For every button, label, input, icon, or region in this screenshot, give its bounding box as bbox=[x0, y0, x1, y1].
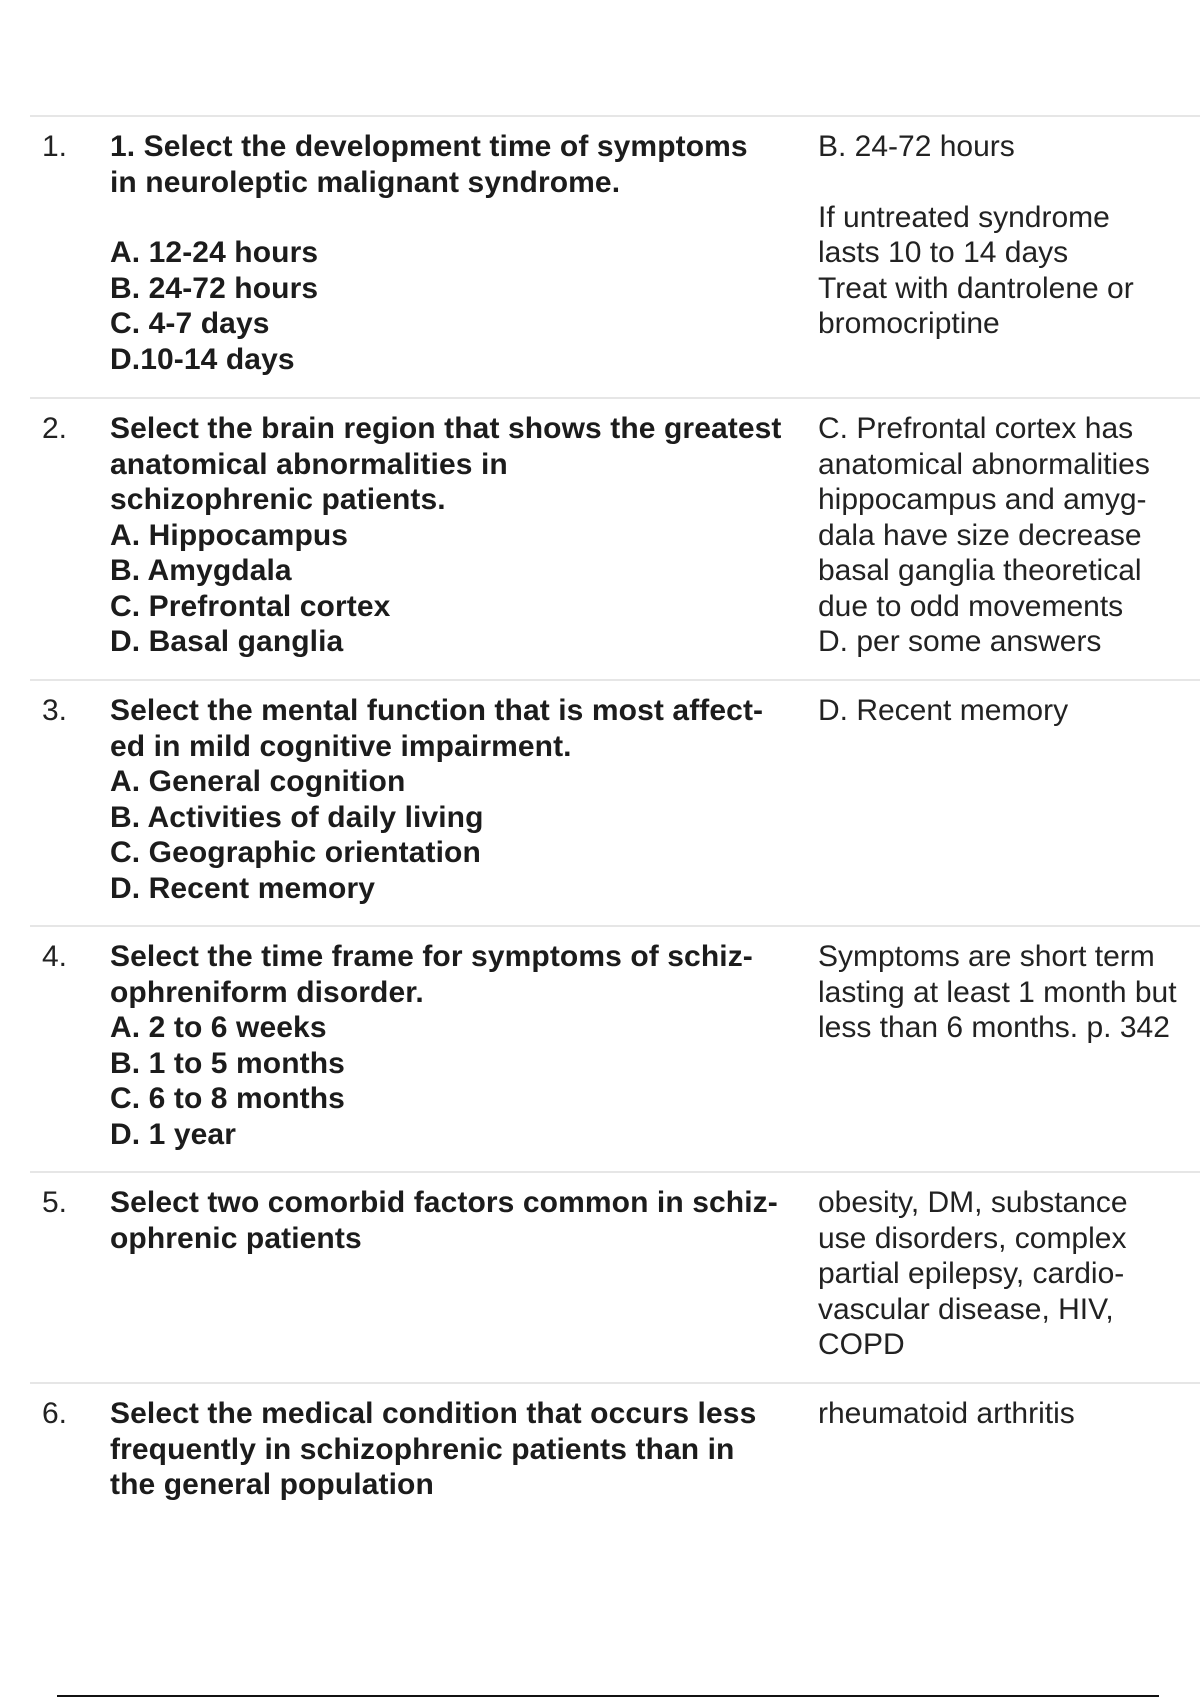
answer-line: less than 6 months. p. 342 bbox=[818, 1011, 1170, 1044]
option-a: A. 12-24 hours bbox=[110, 236, 319, 269]
card-number: 4. bbox=[42, 940, 68, 973]
card-term bbox=[110, 411, 818, 660]
question-line: Select two comorbid factors common in schiz- bbox=[110, 1186, 778, 1219]
question-line: the general population bbox=[110, 1468, 434, 1501]
flashcard-row bbox=[30, 115, 1200, 397]
flashcard-row bbox=[30, 925, 1200, 1171]
card-term bbox=[110, 1185, 818, 1256]
answer-line: vascular disease, HIV, bbox=[818, 1292, 1114, 1326]
question-line: frequently in schizophrenic patients than in bbox=[110, 1432, 735, 1466]
option-b: B. Activities of daily living bbox=[110, 800, 484, 834]
question-line: ophrenic patients bbox=[110, 1221, 362, 1255]
question-line: Select the medical condition that occurs less bbox=[110, 1397, 757, 1430]
card-number: 3. bbox=[42, 694, 68, 727]
card-definition bbox=[818, 129, 1198, 342]
note-line: bromocriptine bbox=[818, 307, 1000, 340]
card-definition bbox=[818, 1396, 1198, 1432]
answer-line: Symptoms are short term bbox=[818, 940, 1155, 973]
option-d: D. Recent memory bbox=[110, 871, 376, 905]
option-d: D.10-14 days bbox=[110, 342, 295, 376]
answer-line: B. 24-72 hours bbox=[818, 130, 1015, 163]
spacer bbox=[110, 200, 818, 235]
question-line: ed in mild cognitive impairment. bbox=[110, 729, 572, 763]
answer-line: hippocampus and amyg- bbox=[818, 483, 1147, 516]
answer-line: anatomical abnormalities bbox=[818, 447, 1150, 481]
option-a: A. Hippocampus bbox=[110, 518, 349, 552]
spacer bbox=[818, 165, 1198, 200]
question-line: Select the time frame for symptoms of schiz- bbox=[110, 940, 753, 973]
option-d: D. 1 year bbox=[110, 1117, 236, 1151]
answer-line: basal ganglia theoretical bbox=[818, 554, 1142, 587]
option-a: A. 2 to 6 weeks bbox=[110, 1011, 327, 1044]
flashcard-row bbox=[30, 397, 1200, 679]
note-line: Treat with dantrolene or bbox=[818, 271, 1134, 305]
option-b: B. Amygdala bbox=[110, 554, 292, 587]
note-line: lasts 10 to 14 days bbox=[818, 236, 1069, 269]
answer-line: use disorders, complex bbox=[818, 1221, 1127, 1255]
card-definition bbox=[818, 411, 1198, 660]
question-line: 1. Select the development time of symptoms bbox=[110, 130, 748, 163]
answer-line: obesity, DM, substance bbox=[818, 1186, 1128, 1219]
answer-line: C. Prefrontal cortex has bbox=[818, 412, 1134, 445]
option-c: C. 6 to 8 months bbox=[110, 1082, 345, 1115]
card-definition bbox=[818, 693, 1198, 729]
card-term bbox=[110, 1396, 818, 1503]
card-term bbox=[110, 129, 818, 377]
option-c: C. Geographic orientation bbox=[110, 836, 481, 869]
flashcard-row bbox=[30, 679, 1200, 925]
option-b: B. 1 to 5 months bbox=[110, 1046, 345, 1080]
question-line: Select the brain region that shows the greatest bbox=[110, 412, 782, 445]
option-c: C. Prefrontal cortex bbox=[110, 589, 391, 623]
question-line: schizophrenic patients. bbox=[110, 483, 446, 516]
flashcard-row bbox=[30, 1171, 1200, 1382]
card-term bbox=[110, 693, 818, 906]
card-term bbox=[110, 939, 818, 1152]
card-number: 1. bbox=[42, 130, 68, 163]
card-definition bbox=[818, 1185, 1198, 1363]
option-b: B. 24-72 hours bbox=[110, 271, 319, 305]
answer-line: rheumatoid arthritis bbox=[818, 1397, 1075, 1430]
answer-line: dala have size decrease bbox=[818, 518, 1142, 552]
option-d: D. Basal ganglia bbox=[110, 625, 344, 658]
card-number: 5. bbox=[42, 1186, 68, 1219]
footer-divider bbox=[57, 1695, 1159, 1697]
question-line: anatomical abnormalities in bbox=[110, 447, 508, 481]
answer-line: COPD bbox=[818, 1328, 905, 1361]
flashcard-row bbox=[30, 1382, 1200, 1542]
answer-line: lasting at least 1 month but bbox=[818, 975, 1177, 1009]
card-number: 6. bbox=[42, 1397, 68, 1430]
question-line: Select the mental function that is most affect- bbox=[110, 694, 764, 727]
answer-line: D. per some answers bbox=[818, 625, 1102, 658]
card-number: 2. bbox=[42, 412, 68, 445]
answer-line: partial epilepsy, cardio- bbox=[818, 1257, 1125, 1290]
answer-line: due to odd movements bbox=[818, 589, 1124, 623]
question-line: ophreniform disorder. bbox=[110, 975, 424, 1009]
flashcard-list bbox=[30, 115, 1200, 1542]
question-line: in neuroleptic malignant syndrome. bbox=[110, 165, 621, 199]
option-a: A. General cognition bbox=[110, 765, 406, 798]
card-definition bbox=[818, 939, 1198, 1046]
option-c: C. 4-7 days bbox=[110, 307, 270, 340]
note-line: If untreated syndrome bbox=[818, 200, 1110, 234]
answer-line: D. Recent memory bbox=[818, 694, 1069, 727]
